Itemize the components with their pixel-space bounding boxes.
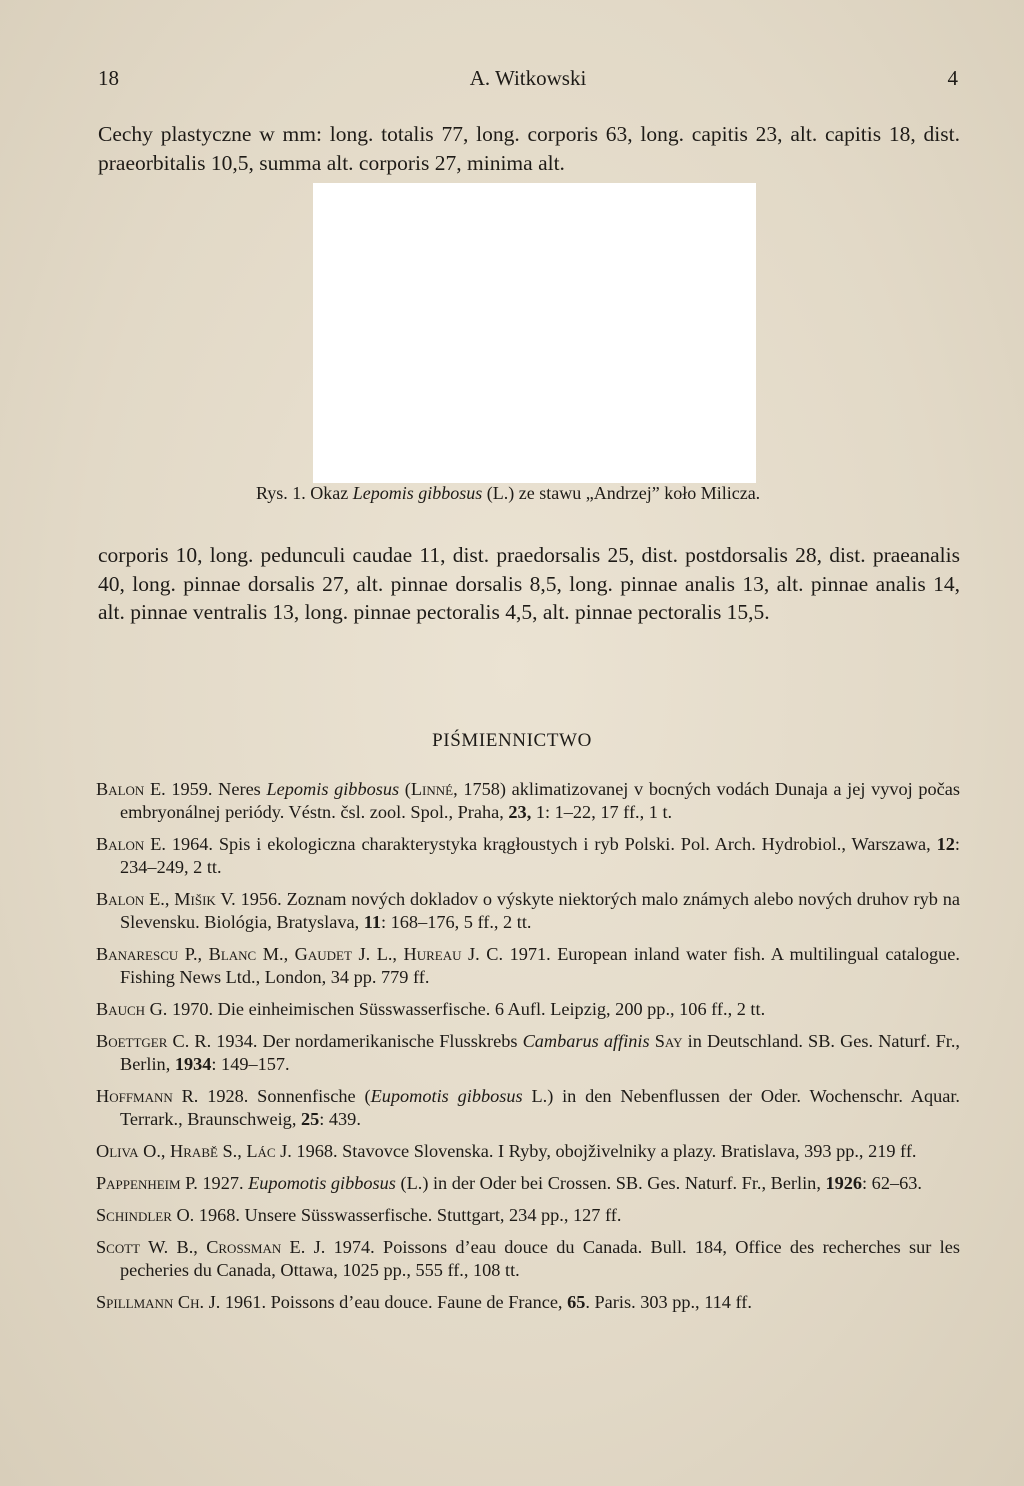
reference-item: Pappenheim P. 1927. Eupomotis gibbosus (L.) in der Oder bei Crossen. SB. Ges. Naturf. Fr., Berlin, 1926: 62–63. (96, 1173, 922, 1193)
section-title-references: PIŚMIENNICTWO (432, 730, 592, 751)
reference-item: Scott W. B., Crossman E. J. 1974. Poissons d’eau douce du Canada. Bull. 184, Office des recherches sur les pecheries du Canada, Ottawa, 1025 pp., 555 ff., 108 tt. (96, 1237, 960, 1280)
page-number-right: 4 (947, 66, 958, 90)
reference-item: Bauch G. 1970. Die einheimischen Süsswasserfische. 6 Aufl. Leipzig, 200 pp., 106 ff., 2 tt. (96, 999, 766, 1019)
reference-list (96, 778, 960, 1323)
reference-item: Schindler O. 1968. Unsere Süsswasserfische. Stuttgart, 234 pp., 127 ff. (96, 1205, 622, 1225)
reference-item: Balon E., Mišik V. 1956. Zoznam nových dokladov o výskyte niektorých malo známych alebo nových druhov ryb na Slevensku. Biológia, Bratyslava, 11: 168–176, 5 ff., 2 tt. (96, 889, 961, 932)
paragraph-measurements-start: Cechy plastyczne w mm: long. totalis 77, long. corporis 63, long. capitis 23, alt. capitis 18, dist. praeorbitalis 10,5, summa alt. corporis 27, minima alt. (98, 122, 960, 175)
reference-item: Banarescu P., Blanc M., Gaudet J. L., Hureau J. C. 1971. European inland water fish. A multilingual catalogue. Fishing News Ltd., London, 34 pp. 779 ff. (96, 944, 960, 987)
page-number-left: 18 (98, 66, 119, 90)
caption-species: Lepomis gibbosus (352, 483, 483, 503)
reference-item: Balon E. 1959. Neres Lepomis gibbosus (Linné, 1758) aklimatizovanej v bocných vodách Dunaja a jej vyvoj počas embryonálnej periódy. Véstn. čsl. zool. Spol., Praha, 23, 1: 1–22, 17 ff., 1 t. (96, 779, 960, 822)
figure-image-placeholder (313, 183, 756, 483)
figure-caption (256, 483, 856, 504)
reference-item: Hoffmann R. 1928. Sonnenfische (Eupomotis gibbosus L.) in den Nebenflussen der Oder. Wochenschr. Aquar. Terrark., Braunschweig, 25: 439. (96, 1086, 960, 1129)
reference-item: Balon E. 1964. Spis i ekologiczna charakterystyka krągłoustych i ryb Polski. Pol. Arch. Hydrobiol., Warszawa, 12: 234–249, 2 tt. (96, 834, 961, 877)
caption-prefix: Rys. 1. Okaz (256, 483, 353, 503)
running-header (98, 66, 958, 96)
reference-item: Boettger C. R. 1934. Der nordamerikanische Flusskrebs Cambarus affinis Say in Deutschland. SB. Ges. Naturf. Fr., Berlin, 1934: 149–157. (96, 1031, 960, 1074)
caption-suffix: (L.) ze stawu „Andrzej” koło Milicza. (482, 483, 761, 503)
paragraph-measurements-end: corporis 10, long. pedunculi caudae 11, dist. praedorsalis 25, dist. postdorsalis 28, dist. praeanalis 40, long. pinnae dorsalis 27, alt. pinnae dorsalis 8,5, long. pinnae analis 13, alt. pinnae analis 14, alt. pinnae ventralis 13, long. pinnae pectoralis 4,5, alt. pinnae pectoralis 15,5. (98, 543, 960, 624)
running-title: A. Witkowski (469, 66, 587, 90)
reference-item: Spillmann Ch. J. 1961. Poissons d’eau douce. Faune de France, 65. Paris. 303 pp., 114 ff. (96, 1292, 752, 1312)
reference-item: Oliva O., Hrabě S., Lác J. 1968. Stavovce Slovenska. I Ryby, obojživelniky a plazy. Bratislava, 393 pp., 219 ff. (96, 1141, 917, 1161)
